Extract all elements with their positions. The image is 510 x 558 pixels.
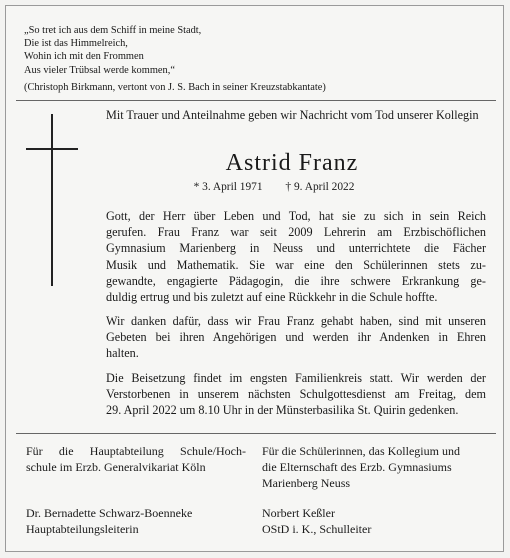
signature-left-person: [26, 505, 246, 537]
text-line: gerufen. Frau Franz war seit 2009 Lehrerin am Erzbischöflichen: [106, 225, 486, 240]
life-dates: [106, 181, 442, 193]
motto-line: Aus vieler Trübsal werde kommen,“: [24, 64, 175, 76]
text-line: die Elternschaft des Erzb. Gymnasiums: [262, 460, 452, 474]
signer-name: Dr. Bernadette Schwarz-Boenneke: [26, 506, 193, 520]
text-line: gewandte, engagierte Pädagogin, die ihre schwere Erkrankung ge-: [106, 273, 486, 288]
text-line: schule im Erzb. Generalvikariat Köln: [26, 460, 206, 474]
signer-title: OStD i. K., Schulleiter: [262, 522, 372, 536]
text-line: Musik und Mathematik. Sie war eine den Schülerinnen stets zu-: [106, 257, 486, 272]
motto-attribution: (Christoph Birkmann, vertont von J. S. Bach in seiner Kreuzstabkantate): [24, 82, 326, 93]
motto-line: Die ist das Himmelreich,: [24, 38, 128, 50]
intro-text: Mit Trauer und Anteilnahme geben wir Nachricht vom Tod unserer Kollegin: [106, 108, 479, 122]
signer-title: Hauptabteilungsleiterin: [26, 522, 139, 536]
text-line: Verstorbenen in unserem nächsten Schulgottesdienst am Freitag, dem: [106, 387, 486, 402]
paragraph-biography: [106, 208, 486, 305]
text-line: Die Beisetzung findet im engsten Familienkreis statt. Wir werden der: [106, 371, 486, 385]
divider-top: [16, 100, 496, 101]
text-line: Wir danken dafür, dass wir Frau Franz gehabt haben, sind mit unseren: [106, 314, 486, 328]
text-line: Für die Schülerinnen, das Kollegium und: [262, 444, 460, 458]
text-line: halten.: [106, 346, 139, 361]
text-line: Für die Hauptabteilung Schule/Hoch-: [26, 444, 246, 458]
divider-bottom: [16, 433, 496, 434]
text-line: Gott, der Herr über Leben und Tod, hat sie zu sich in sein Reich: [106, 209, 486, 223]
signature-right-person: [262, 505, 498, 537]
signer-name: Norbert Keßler: [262, 506, 335, 520]
paragraph-thanks: [106, 313, 486, 362]
text-line: 29. April 2022 um 8.10 Uhr in der Münsterbasilika St. Quirin gedenken.: [106, 403, 459, 418]
signature-right-org: [262, 443, 498, 491]
text-line: Gymnasium Marienberg in Neuss und unterrichtete die Fächer: [106, 241, 486, 256]
paragraph-funeral: [106, 370, 486, 419]
signature-left-org: [26, 443, 246, 475]
birth-date: * 3. April 1971: [193, 181, 263, 193]
text-line: duldig ertrug und bis zuletzt auf eine Rückkehr in die Schule hoffte.: [106, 290, 438, 305]
motto-line: „So tret ich aus dem Schiff in meine Stadt,: [24, 25, 202, 36]
deceased-name: Astrid Franz: [225, 150, 359, 176]
text-line: Marienberg Neuss: [262, 476, 351, 490]
text-line: Gebeten bei ihren Angehörigen und werden ihr Andenken in Ehren: [106, 330, 486, 345]
cross-icon-bar: [26, 148, 78, 150]
cross-icon: [51, 114, 53, 286]
motto-line: Wohin ich mit den Frommen: [24, 51, 144, 63]
motto-quote: [24, 24, 201, 77]
death-date: † 9. April 2022: [285, 181, 355, 193]
